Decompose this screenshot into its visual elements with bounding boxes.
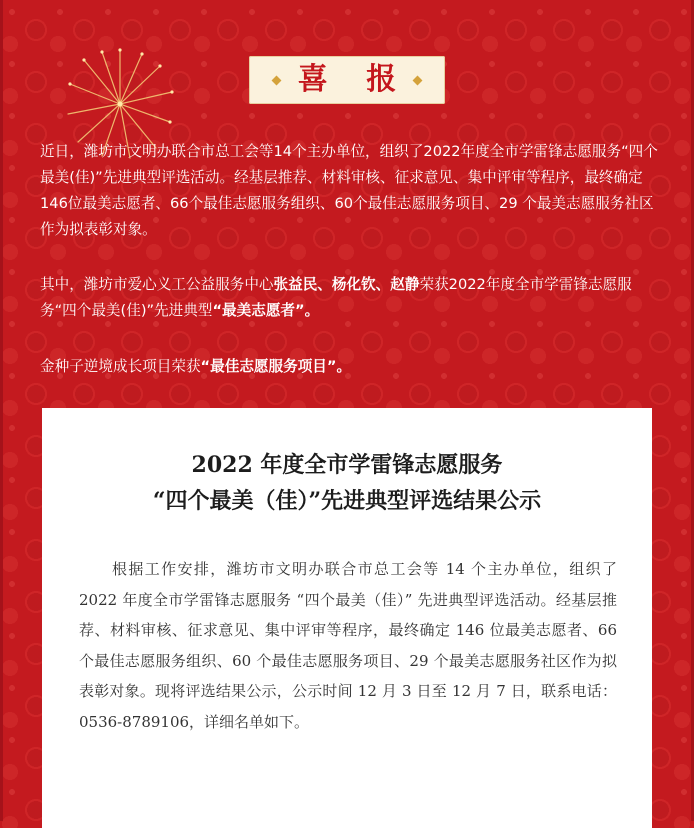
notice-document (42, 408, 652, 828)
winners-paragraph (40, 272, 660, 324)
notice-body: 根据工作安排，潍坊市文明办联合市总工会等 14 个主办单位，组织了 2022 年度全市学雷锋志愿服务 “四个最美（佳）” 先进典型评选活动。经基层推荐、材料审核、征求意见、集中评审等程序，最终确定 146 位最美志愿者、66 个最佳志愿服务组织、60 个最佳志愿服务项目、29 个最美志愿服务社区作为拟表彰对象。现将评选结果公示，公示时间 12 月 3 日至 12 月 7 日，联系电话：0536-8789106，详细名单如下。 (79, 560, 617, 731)
notice-title-line1: 2022 年度全市学雷锋志愿服务 (191, 452, 503, 478)
project-award: “最佳志愿服务项目”。 (200, 358, 352, 375)
winner-names: 张益民、杨化钦、赵静 (273, 276, 420, 293)
notice-title-line2: “四个最美（佳）”先进典型评选结果公示 (152, 488, 542, 514)
left-diamond-icon (271, 75, 281, 85)
right-diamond-icon (413, 75, 423, 85)
winners-lead: 其中，潍坊市爱心义工公益服务中心 (40, 276, 274, 293)
winner-award: “最美志愿者”。 (212, 302, 320, 319)
project-paragraph (40, 354, 660, 380)
page-title: 喜 报 (297, 62, 411, 97)
winners-mid: 荣获2022年度全市学雷锋志愿服务“四个最美(佳)”先进典型 (40, 276, 632, 319)
project-lead: 金种子逆境成长项目荣获 (40, 358, 201, 375)
title-box (249, 56, 445, 104)
intro-paragraph: 近日，潍坊市文明办联合市总工会等14个主办单位，组织了2022年度全市学雷锋志愿服务“四个最美(佳)”先进典型评选活动。经基层推荐、材料审核、征求意见、集中评审等程序，最终确定146位最美志愿者、66个最佳志愿服务组织、60个最佳志愿服务项目、29 个最美志愿服务社区作为拟表彰对象。 (40, 143, 658, 238)
title-banner (0, 54, 694, 106)
